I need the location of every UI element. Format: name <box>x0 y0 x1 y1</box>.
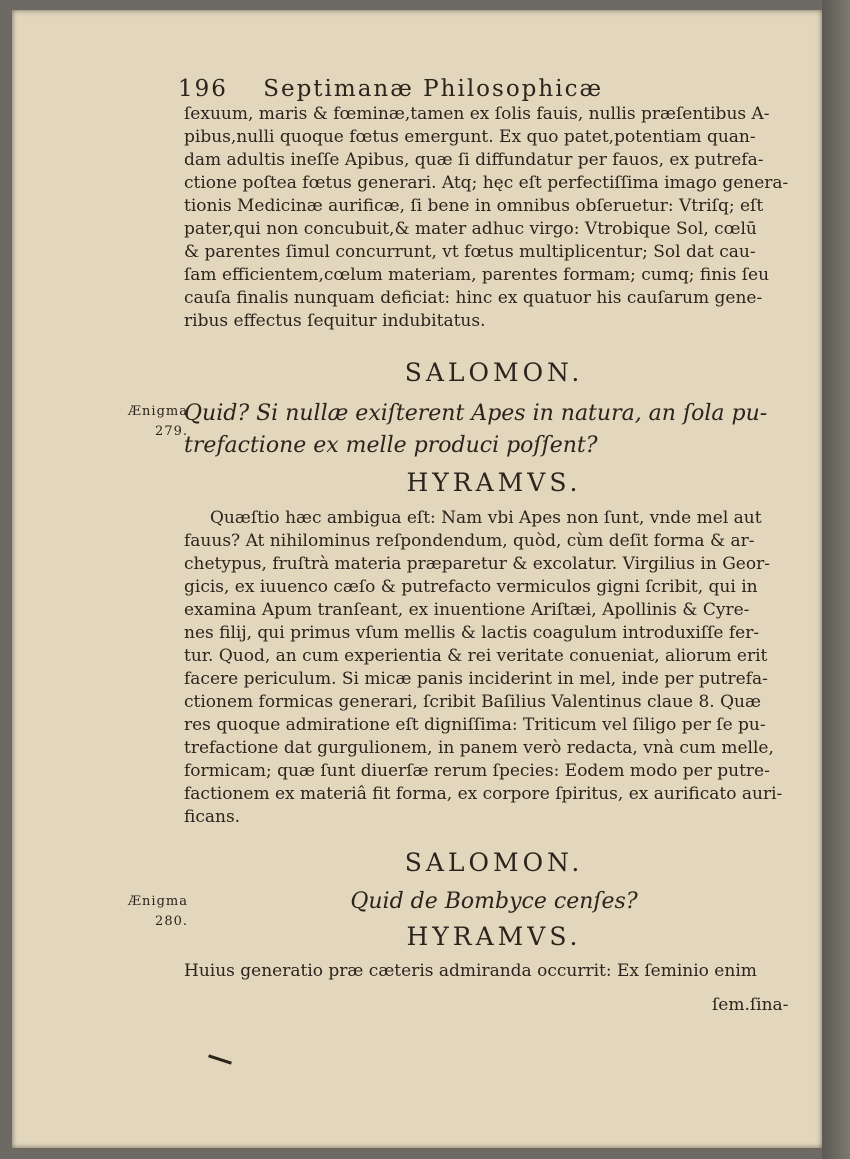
text-line: factionem ex materiâ fit forma, ex corpore ſpiritus, ex aurificato auri- <box>184 784 783 804</box>
text-line: pibus,nulli quoque fœtus emergunt. Ex quo patet,potentiam quan- <box>184 127 756 147</box>
catchword: ſem.ſina- <box>712 995 789 1015</box>
paragraph-2 <box>184 507 804 829</box>
paragraph-3 <box>184 960 804 983</box>
margin-note-aenigma-280 <box>98 892 188 932</box>
text-line: ctione poſtea fœtus generari. Atq; hęc eſt perfectiſſima imago genera- <box>184 173 789 193</box>
question-line: Quid de Bombyce cenſes? <box>350 889 638 914</box>
text-line: dam adultis ineſſe Apibus, quæ ſi diffundatur per fauos, ex putrefa- <box>184 150 764 170</box>
running-head <box>178 76 738 102</box>
text-line: Quæſtio hæc ambigua eſt: Nam vbi Apes non ſunt, vnde mel aut <box>210 508 762 528</box>
margin-number: 280. <box>155 914 188 929</box>
margin-note-aenigma-279 <box>98 402 188 442</box>
question-2 <box>184 886 804 918</box>
question-1 <box>184 398 804 462</box>
text-line: chetypus, fruſtrà materia præparetur & excolatur. Virgilius in Geor- <box>184 554 770 574</box>
text-line: ſexuum, maris & fœminæ,tamen ex ſolis fauis, nullis præſentibus A- <box>184 104 770 124</box>
question-line: Quid? Si nullæ exiſterent Apes in natura, an ſola pu- <box>184 401 768 426</box>
question-line: trefactione ex melle produci poſſent? <box>184 433 598 458</box>
text-line: formicam; quæ ſunt diuerſæ rerum ſpecies: Eodem modo per putre- <box>184 761 770 781</box>
text-line: ſam efficientem,cœlum materiam, parentes formam; cumq; finis ſeu <box>184 265 770 285</box>
speaker-heading-salomon-2: SALOMON. <box>404 848 584 877</box>
text-line: res quoque admiratione eſt digniſſima: Triticum vel ſiligo per ſe pu- <box>184 715 766 735</box>
speaker-heading-salomon: SALOMON. <box>404 358 584 387</box>
text-line: facere periculum. Si micæ panis inciderint in mel, inde per putrefa- <box>184 669 768 689</box>
text-line: & parentes ſimul concurrunt, vt fœtus multiplicentur; Sol dat cau- <box>184 242 756 262</box>
page-number: 196 <box>178 76 228 102</box>
text-line: nes filij, qui primus vſum mellis & lactis coagulum introduxiſſe fer- <box>184 623 760 643</box>
margin-label: Ænigma <box>128 404 188 419</box>
text-line: ctionem formicas generari, ſcribit Baſilius Valentinus claue 8. Quæ <box>184 692 761 712</box>
text-line: gicis, ex iuuenco cæſo & putrefacto vermiculos gigni ſcribit, qui in <box>184 577 758 597</box>
text-line: trefactione dat gurgulionem, in panem verò redacta, vnà cum melle, <box>184 738 774 758</box>
text-line: Huius generatio præ cæteris admiranda occurrit: Ex ſeminio enim <box>184 961 757 981</box>
running-title: Septimanæ Philosophicæ <box>263 76 604 102</box>
text-line: examina Apum tranſeant, ex inuentione Ariſtæi, Apollinis & Cyre- <box>184 600 750 620</box>
text-line: tionis Medicinæ aurificæ, ſi bene in omnibus obſeruetur: Vtriſq; eſt <box>184 196 764 216</box>
paragraph-1 <box>184 103 804 333</box>
margin-label: Ænigma <box>128 894 188 909</box>
page-edge <box>822 0 850 1159</box>
text-line: tur. Quod, an cum experientia & rei veritate conueniat, aliorum erit <box>184 646 768 666</box>
text-line: ribus effectus ſequitur indubitatus. <box>184 311 486 331</box>
ink-mark <box>208 1054 232 1064</box>
book-page <box>12 10 822 1148</box>
text-line: fauus? At nihilominus reſpondendum, quòd, cùm deſit forma & ar- <box>184 531 755 551</box>
speaker-heading-hyramus: HYRAMVS. <box>406 468 582 497</box>
speaker-heading-hyramus-2: HYRAMVS. <box>406 922 582 951</box>
margin-number: 279. <box>155 424 188 439</box>
text-line: cauſa finalis nunquam deficiat: hinc ex quatuor his cauſarum gene- <box>184 288 763 308</box>
text-line: ficans. <box>184 807 241 827</box>
text-line: pater,qui non concubuit,& mater adhuc virgo: Vtrobique Sol, cœlū <box>184 219 757 239</box>
